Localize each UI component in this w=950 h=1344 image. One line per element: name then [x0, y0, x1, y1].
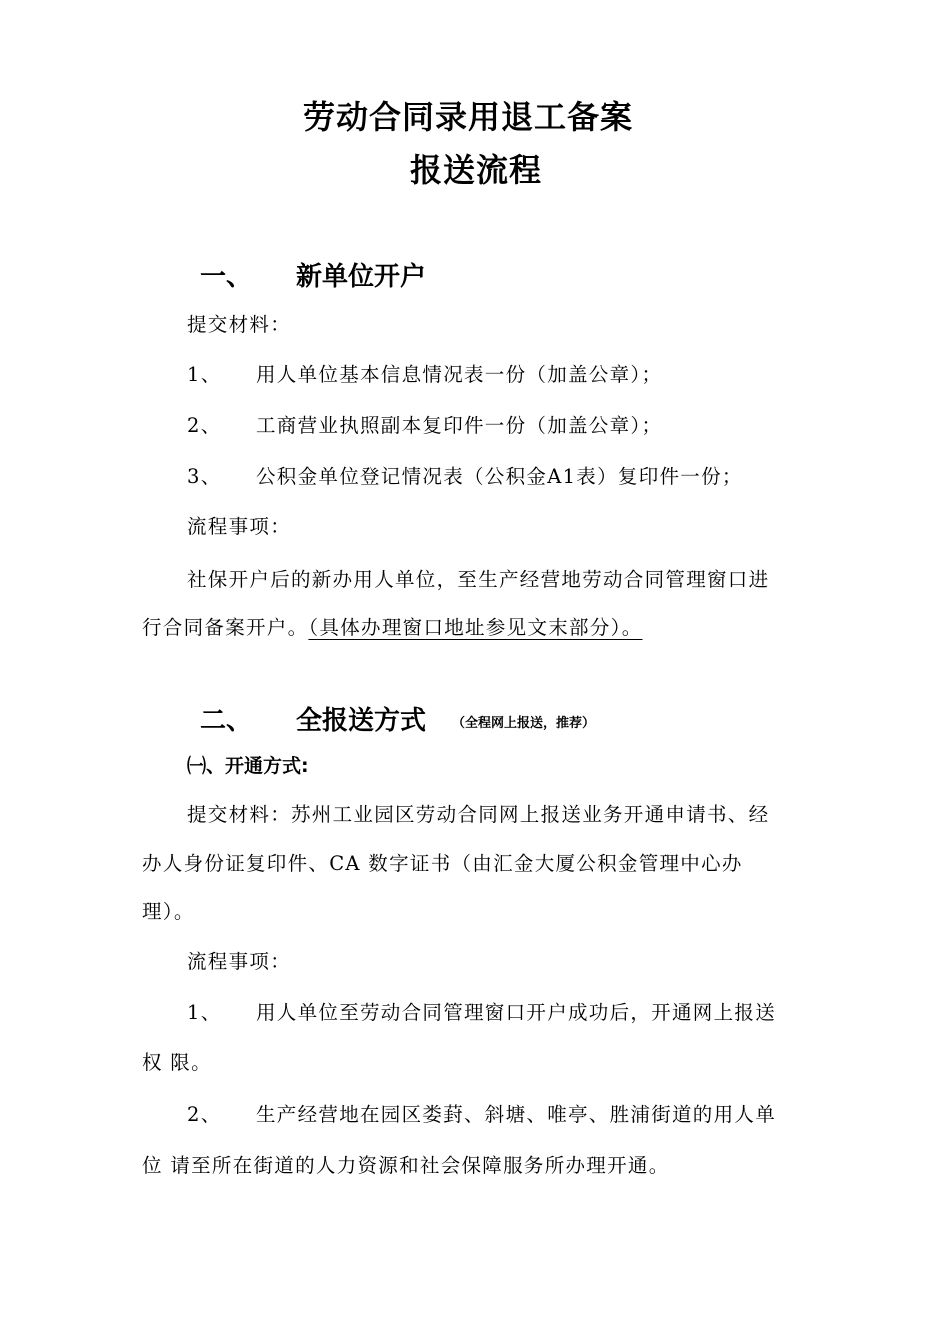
section1-heading: 新单位开户	[296, 262, 427, 292]
section2-materials-line3: 理）。	[142, 900, 195, 923]
section2-materials-line1: 提交材料：苏州工业园区劳动合同网上报送业务开通申请书、经	[187, 803, 770, 826]
subsection1-heading: ㈠、开通方式:	[187, 755, 309, 777]
section1-item-1-text: 用人单位基本信息情况表一份（加盖公章）；	[256, 363, 663, 386]
section1-process-line2-plain: 行合同备案开户。	[142, 616, 309, 639]
section1-item-1-num: 1、	[187, 363, 222, 386]
section2-number: 二、	[200, 706, 253, 736]
section1-item-3-text: 公积金单位登记情况表（公积金A1表）复印件一份；	[256, 465, 743, 488]
section2-item-1-line1: 用人单位至劳动合同管理窗口开户成功后，开通网上报送	[256, 1001, 777, 1024]
section1-process-line2	[142, 612, 643, 640]
section1-process-line1: 社保开户后的新办用人单位，至生产经营地劳动合同管理窗口进	[187, 568, 770, 591]
section1-process-label: 流程事项：	[187, 515, 292, 538]
section2-item-1-num: 1、	[187, 1001, 222, 1024]
section1-number: 一、	[200, 262, 253, 292]
section1-item-2-num: 2、	[187, 414, 222, 437]
section1-item-2-text: 工商营业执照副本复印件一份（加盖公章）；	[256, 414, 663, 437]
section2-heading: 全报送方式	[296, 706, 427, 736]
section2-item-2-line2: 位 请至所在街道的人力资源和社会保障服务所办理开通。	[142, 1154, 670, 1177]
section2-process-label: 流程事项：	[187, 950, 292, 973]
section1-item-3-num: 3、	[187, 465, 222, 488]
section1-materials-label: 提交材料：	[187, 313, 292, 336]
section2-heading-note: （全程网上报送，推荐）	[452, 716, 596, 731]
document-title-line1: 劳动合同录用退工备案	[303, 98, 634, 136]
section2-item-2-line1: 生产经营地在园区娄葑、斜塘、唯亭、胜浦街道的用人单	[256, 1103, 777, 1126]
section2-item-2-num: 2、	[187, 1103, 222, 1126]
section2-item-1-line2: 权 限。	[142, 1051, 212, 1074]
document-title-line2: 报送流程	[410, 151, 543, 189]
section2-materials-line2: 办人身份证复印件、CA 数字证书（由汇金大厦公积金管理中心办	[142, 852, 743, 875]
section1-window-address-note: （具体办理窗口地址参见文末部分）。	[308, 616, 643, 639]
